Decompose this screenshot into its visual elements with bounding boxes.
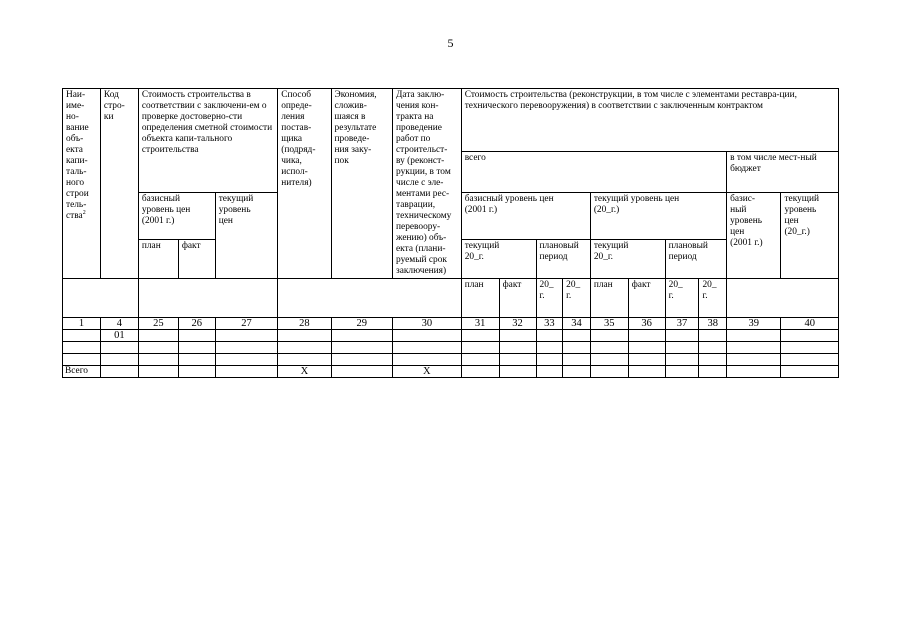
table-cell [100,366,138,378]
table-cell [63,330,101,342]
table-cell [727,330,781,342]
total-row [63,366,839,378]
header-base-level-2001: базисный уровень цен (2001 г.) [138,193,215,240]
header-spacer [278,279,461,318]
header-current-20-b: текущий 20_г. [590,240,665,279]
table-cell [781,342,839,354]
table-cell [393,342,462,354]
table-cell [138,354,178,366]
header-cost-contract: Стоимость строительства (реконструкции, в том числе с элементами реставра-ции, технического перевооружения) в соответствии с заключенным контрактом [461,89,838,152]
table-cell [393,354,462,366]
table-cell [138,330,178,342]
table-row [63,354,839,366]
column-number: 35 [590,318,628,330]
header-spacer [138,279,277,318]
table-cell [331,342,393,354]
table-cell [699,354,727,366]
header-fact: факт [178,240,215,279]
column-number: 33 [536,318,563,330]
header-local-budget: в том числе мест-ный бюджет [727,152,839,193]
table-cell [781,354,839,366]
header-year-b: 20_ г. [563,279,591,318]
column-number: 25 [138,318,178,330]
table-cell [278,330,331,342]
table-cell [628,342,665,354]
header-contract-current-level: текущий уровень цен (20_г.) [590,193,726,240]
table-cell [499,330,536,342]
table-cell [461,366,499,378]
table-cell [393,330,462,342]
table-cell [178,342,215,354]
column-number: 26 [178,318,215,330]
header-spacer [63,279,139,318]
column-number: 30 [393,318,462,330]
column-number: 32 [499,318,536,330]
header-spacer [727,279,839,318]
column-number: 1 [63,318,101,330]
header-object-name: Наи- име- но- вание объ- екта капи- таль- ного строи тель- ства$^2$ [63,89,101,279]
table-cell [665,330,699,342]
column-number: 27 [215,318,278,330]
table-cell [727,354,781,366]
column-number: 34 [563,318,591,330]
table-cell [215,354,278,366]
header-supplier-method: Способ опреде- ления постав- щика (подряд- чика, испол- нителя) [278,89,331,279]
header-plan-c: план [590,279,628,318]
header-contract-date: Дата заклю- чения кон- тракта на проведение работ по строительст- ву (реконст- рукции, в том числе с эле- ментами рес- таврации, техническому перевоору- жению) объ- екта (плани- руемый срок заключения) [393,89,462,279]
table-cell [699,342,727,354]
table-cell [278,342,331,354]
table-cell [699,366,727,378]
table-cell [665,342,699,354]
table-row [63,330,839,342]
total-x-mark: X [278,366,331,378]
column-number: 40 [781,318,839,330]
header-plan: план [138,240,178,279]
header-economy: Экономия, сложив- шаяся в результате проведе- ния заку- пок [331,89,393,279]
table-cell [215,330,278,342]
column-number: 4 [100,318,138,330]
table-cell [138,342,178,354]
header-current-20-a: текущий 20_г. [461,240,536,279]
header-year-a: 20_ г. [536,279,563,318]
table-cell [331,354,393,366]
table-cell [727,366,781,378]
header-year-c: 20_ г. [665,279,699,318]
column-number: 29 [331,318,393,330]
header-cost-expertise: Стоимость строительства в соответствии с заключени-ем о проверке достоверно-сти определения сметной стоимости объекта капи-тального строительства [138,89,277,193]
table-cell [178,330,215,342]
table-cell [215,342,278,354]
table-cell [665,366,699,378]
table-cell [100,342,138,354]
table-cell [178,354,215,366]
header-current-level: текущий уровень цен [215,193,278,279]
table-cell [665,354,699,366]
table-cell [563,330,591,342]
header-local-current-level: текущий уровень цен (20_г.) [781,193,839,279]
table-cell [499,366,536,378]
table-cell [215,366,278,378]
total-label: Всего [63,366,101,378]
table-cell [563,366,591,378]
table-cell [590,354,628,366]
table-cell [331,366,393,378]
table-cell [499,342,536,354]
header-planned-period-a: плановый период [536,240,590,279]
header-local-base-level: базис- ный уровень цен (2001 г.) [727,193,781,279]
table-cell [699,330,727,342]
table-row [63,342,839,354]
header-fact-c: факт [628,279,665,318]
column-number: 28 [278,318,331,330]
header-contract-base-level: базисный уровень цен (2001 г.) [461,193,590,240]
table-cell [590,330,628,342]
table-cell [536,342,563,354]
table-cell [563,354,591,366]
column-number: 37 [665,318,699,330]
column-number: 39 [727,318,781,330]
header-year-d: 20_ г. [699,279,727,318]
table-cell [590,366,628,378]
report-form-table [62,88,839,378]
header-fact-b: факт [499,279,536,318]
table-cell [628,366,665,378]
table-cell [628,354,665,366]
column-number: 36 [628,318,665,330]
table-cell [563,342,591,354]
column-number-row [63,318,839,330]
table-cell [461,342,499,354]
table-cell [331,330,393,342]
table-cell [461,330,499,342]
table-cell [536,354,563,366]
header-row-code: Код стро- ки [100,89,138,279]
table-cell [590,342,628,354]
table-cell [461,354,499,366]
table-cell [63,342,101,354]
table-cell [178,366,215,378]
table-cell [727,342,781,354]
page-number: 5 [447,36,454,50]
table-cell [628,330,665,342]
total-x-mark: X [393,366,462,378]
table-cell [278,354,331,366]
table-cell [536,366,563,378]
table-cell [781,366,839,378]
table-cell [499,354,536,366]
table-cell [63,354,101,366]
header-total-all: всего [461,152,726,193]
row-code-cell: 01 [100,330,138,342]
column-number: 31 [461,318,499,330]
column-number: 38 [699,318,727,330]
table-cell [536,330,563,342]
table-cell [100,354,138,366]
header-plan-b: план [461,279,499,318]
table-cell [138,366,178,378]
table-cell [781,330,839,342]
header-planned-period-b: плановый период [665,240,726,279]
